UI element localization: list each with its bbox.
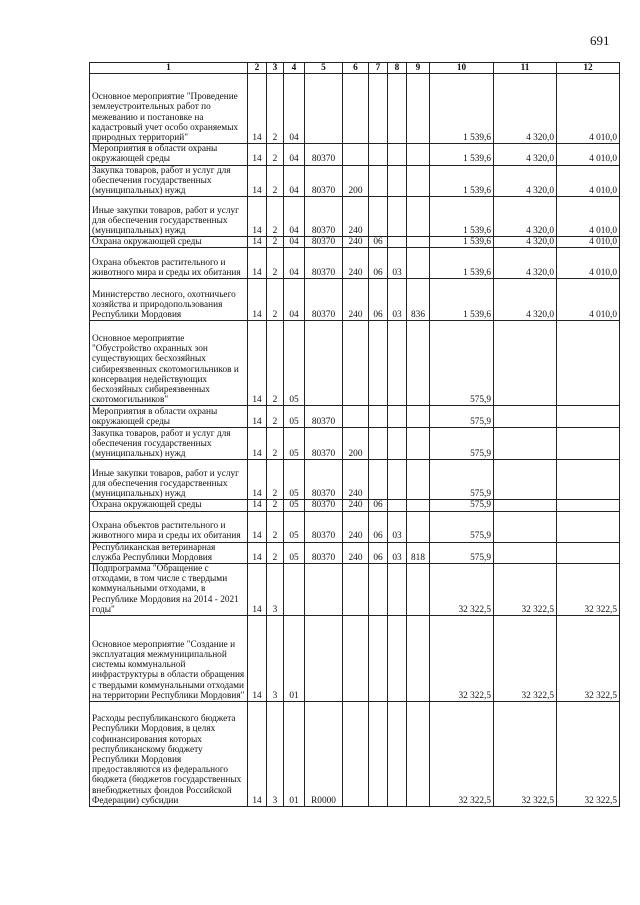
column-header: 8	[388, 63, 407, 74]
row-description: Основное мероприятие "Проведение землеустроительных работ по межеванию и постановке на кадастровый учет особо охраняемых природных территорий"	[90, 74, 248, 144]
amount-col-12	[557, 460, 620, 500]
row-description: Иные закупки товаров, работ и услуг для обеспечения государственных (муниципальных) нужд	[90, 460, 248, 500]
code-col-4: 05	[284, 511, 305, 542]
amount-col-12	[557, 321, 620, 406]
table-row	[90, 406, 620, 428]
code-col-9	[407, 406, 430, 428]
code-col-2: 14	[248, 616, 267, 702]
code-col-6: 240	[343, 248, 369, 279]
table-row	[90, 511, 620, 542]
amount-col-11: 32 322,5	[494, 616, 557, 702]
code-col-9	[407, 248, 430, 279]
table-row	[90, 321, 620, 406]
code-col-3: 2	[267, 500, 284, 511]
table-row	[90, 500, 620, 511]
amount-col-12	[557, 542, 620, 563]
code-col-3: 2	[267, 279, 284, 321]
code-col-5: 80370	[305, 500, 343, 511]
amount-col-12: 4 010,0	[557, 165, 620, 197]
code-col-2: 14	[248, 500, 267, 511]
amount-col-11: 4 320,0	[494, 237, 557, 248]
code-col-6: 200	[343, 428, 369, 460]
amount-col-12	[557, 511, 620, 542]
amount-col-11: 4 320,0	[494, 144, 557, 165]
code-col-8	[388, 197, 407, 237]
code-col-5	[305, 321, 343, 406]
code-col-4: 05	[284, 542, 305, 563]
amount-col-11	[494, 500, 557, 511]
code-col-3: 2	[267, 542, 284, 563]
code-col-7	[369, 616, 388, 702]
code-col-7	[369, 165, 388, 197]
row-description: Основное мероприятие "Создание и эксплуатация межмуниципальной системы коммунальной инфраструктуры в области обращения с твердыми коммунальными отходами на территории Республики Мордовия"	[90, 616, 248, 702]
code-col-7	[369, 702, 388, 807]
amount-col-11: 4 320,0	[494, 279, 557, 321]
code-col-6: 200	[343, 165, 369, 197]
code-col-8	[388, 460, 407, 500]
code-col-9	[407, 500, 430, 511]
code-col-4: 04	[284, 165, 305, 197]
row-description: Закупка товаров, работ и услуг для обеспечения государственных (муниципальных) нужд	[90, 428, 248, 460]
code-col-6: 240	[343, 542, 369, 563]
code-col-7: 06	[369, 248, 388, 279]
column-header: 2	[248, 63, 267, 74]
code-col-5: 80370	[305, 511, 343, 542]
amount-col-11	[494, 511, 557, 542]
column-header: 4	[284, 63, 305, 74]
code-col-5	[305, 74, 343, 144]
amount-col-11	[494, 542, 557, 563]
code-col-9: 836	[407, 279, 430, 321]
code-col-2: 14	[248, 144, 267, 165]
row-description: Республиканская ветеринарная служба Республики Мордовия	[90, 542, 248, 563]
amount-col-10: 575,9	[430, 321, 494, 406]
table-row	[90, 144, 620, 165]
code-col-5: 80370	[305, 406, 343, 428]
code-col-9	[407, 321, 430, 406]
code-col-2: 14	[248, 460, 267, 500]
code-col-8: 03	[388, 542, 407, 563]
code-col-6: 240	[343, 197, 369, 237]
amount-col-11: 4 320,0	[494, 165, 557, 197]
column-header: 6	[343, 63, 369, 74]
amount-col-12: 32 322,5	[557, 616, 620, 702]
code-col-5: 80370	[305, 542, 343, 563]
amount-col-12: 32 322,5	[557, 702, 620, 807]
amount-col-11: 32 322,5	[494, 702, 557, 807]
code-col-7	[369, 564, 388, 616]
code-col-4: 05	[284, 500, 305, 511]
amount-col-10: 32 322,5	[430, 616, 494, 702]
code-col-8	[388, 406, 407, 428]
code-col-8	[388, 321, 407, 406]
amount-col-12	[557, 428, 620, 460]
amount-col-12	[557, 500, 620, 511]
code-col-2: 14	[248, 237, 267, 248]
amount-col-12: 4 010,0	[557, 237, 620, 248]
row-description: Мероприятия в области охраны окружающей среды	[90, 406, 248, 428]
amount-col-11: 32 322,5	[494, 564, 557, 616]
code-col-3: 2	[267, 321, 284, 406]
code-col-2: 14	[248, 428, 267, 460]
amount-col-12: 4 010,0	[557, 144, 620, 165]
code-col-9	[407, 237, 430, 248]
code-col-4	[284, 564, 305, 616]
amount-col-10: 575,9	[430, 460, 494, 500]
code-col-8: 03	[388, 511, 407, 542]
code-col-4: 04	[284, 197, 305, 237]
code-col-5: 80370	[305, 197, 343, 237]
amount-col-10: 575,9	[430, 500, 494, 511]
amount-col-11: 4 320,0	[494, 248, 557, 279]
row-description: Подпрограмма "Обращение с отходами, в том числе с твердыми коммунальными отходами, в Республике Мордовия на 2014 - 2021 годы"	[90, 564, 248, 616]
code-col-6	[343, 406, 369, 428]
code-col-2: 14	[248, 248, 267, 279]
code-col-3: 2	[267, 74, 284, 144]
code-col-3: 2	[267, 144, 284, 165]
code-col-2: 14	[248, 542, 267, 563]
code-col-5: 80370	[305, 460, 343, 500]
amount-col-10: 575,9	[430, 406, 494, 428]
code-col-3: 3	[267, 702, 284, 807]
code-col-4: 05	[284, 321, 305, 406]
code-col-6	[343, 564, 369, 616]
code-col-6	[343, 144, 369, 165]
code-col-5	[305, 616, 343, 702]
table-row	[90, 460, 620, 500]
row-description: Министерство лесного, охотничьего хозяйства и природопользования Республики Мордовия	[90, 279, 248, 321]
code-col-4: 01	[284, 616, 305, 702]
code-col-8	[388, 702, 407, 807]
code-col-7: 06	[369, 279, 388, 321]
code-col-8: 03	[388, 279, 407, 321]
table-row	[90, 564, 620, 616]
code-col-5	[305, 564, 343, 616]
column-header: 10	[430, 63, 494, 74]
code-col-7	[369, 428, 388, 460]
code-col-8	[388, 564, 407, 616]
code-col-8	[388, 74, 407, 144]
amount-col-10: 1 539,6	[430, 279, 494, 321]
amount-col-12: 4 010,0	[557, 248, 620, 279]
amount-col-10: 1 539,6	[430, 237, 494, 248]
table-row	[90, 542, 620, 563]
code-col-7: 06	[369, 237, 388, 248]
amount-col-12: 4 010,0	[557, 74, 620, 144]
code-col-4: 04	[284, 279, 305, 321]
code-col-6: 240	[343, 237, 369, 248]
code-col-5: 80370	[305, 237, 343, 248]
code-col-5: 80370	[305, 248, 343, 279]
code-col-7: 06	[369, 542, 388, 563]
table-row	[90, 702, 620, 807]
code-col-9	[407, 616, 430, 702]
row-description: Мероприятия в области охраны окружающей среды	[90, 144, 248, 165]
code-col-7	[369, 197, 388, 237]
code-col-5: R0000	[305, 702, 343, 807]
code-col-2: 14	[248, 74, 267, 144]
code-col-6	[343, 702, 369, 807]
code-col-6: 240	[343, 511, 369, 542]
code-col-2: 14	[248, 321, 267, 406]
table-row	[90, 237, 620, 248]
amount-col-12	[557, 406, 620, 428]
code-col-6	[343, 321, 369, 406]
row-description: Расходы республиканского бюджета Республики Мордовия, в целях софинансирования которых республиканскому бюджету Республики Мордовия предоставляются из федерального бюджета (бюджетов государственных внебюджетных фондов Российской Федерации) субсидии	[90, 702, 248, 807]
amount-col-12: 4 010,0	[557, 197, 620, 237]
amount-col-12: 32 322,5	[557, 564, 620, 616]
code-col-4: 05	[284, 460, 305, 500]
code-col-2: 14	[248, 702, 267, 807]
row-description: Охрана окружающей среды	[90, 500, 248, 511]
code-col-8	[388, 144, 407, 165]
code-col-5: 80370	[305, 428, 343, 460]
code-col-2: 14	[248, 165, 267, 197]
row-description: Охрана окружающей среды	[90, 237, 248, 248]
amount-col-10: 1 539,6	[430, 165, 494, 197]
row-description: Основное мероприятие "Обустройство охранных зон существующих бесхозяйных сибиреязвенных скотомогильников и консервация недействующих бесхозяйных сибиреязвенных скотомогильников"	[90, 321, 248, 406]
amount-col-11	[494, 406, 557, 428]
amount-col-10: 575,9	[430, 428, 494, 460]
table-row	[90, 616, 620, 702]
code-col-2: 14	[248, 197, 267, 237]
amount-col-11: 4 320,0	[494, 197, 557, 237]
code-col-5: 80370	[305, 279, 343, 321]
table-row	[90, 197, 620, 237]
code-col-3: 2	[267, 511, 284, 542]
code-col-3: 2	[267, 406, 284, 428]
code-col-4: 05	[284, 406, 305, 428]
code-col-6: 240	[343, 460, 369, 500]
code-col-7	[369, 74, 388, 144]
code-col-9	[407, 197, 430, 237]
code-col-8	[388, 237, 407, 248]
code-col-2: 14	[248, 406, 267, 428]
amount-col-10: 1 539,6	[430, 74, 494, 144]
code-col-3: 2	[267, 428, 284, 460]
amount-col-11	[494, 428, 557, 460]
amount-col-10: 575,9	[430, 542, 494, 563]
code-col-7	[369, 144, 388, 165]
code-col-2: 14	[248, 511, 267, 542]
code-col-9	[407, 428, 430, 460]
table-row	[90, 428, 620, 460]
code-col-7	[369, 406, 388, 428]
column-header: 12	[557, 63, 620, 74]
code-col-3: 2	[267, 165, 284, 197]
amount-col-12: 4 010,0	[557, 279, 620, 321]
code-col-3: 2	[267, 197, 284, 237]
code-col-7: 06	[369, 511, 388, 542]
column-header: 5	[305, 63, 343, 74]
code-col-9	[407, 511, 430, 542]
code-col-9	[407, 460, 430, 500]
table-row	[90, 279, 620, 321]
code-col-7	[369, 460, 388, 500]
code-col-3: 2	[267, 248, 284, 279]
code-col-6	[343, 616, 369, 702]
code-col-7: 06	[369, 500, 388, 511]
code-col-9	[407, 144, 430, 165]
row-description: Иные закупки товаров, работ и услуг для обеспечения государственных (муниципальных) нужд	[90, 197, 248, 237]
budget-table	[89, 62, 620, 807]
code-col-5: 80370	[305, 144, 343, 165]
table-row	[90, 74, 620, 144]
code-col-8	[388, 616, 407, 702]
amount-col-11	[494, 460, 557, 500]
column-header: 11	[494, 63, 557, 74]
code-col-2: 14	[248, 279, 267, 321]
code-col-6: 240	[343, 500, 369, 511]
code-col-3: 3	[267, 564, 284, 616]
amount-col-10: 1 539,6	[430, 248, 494, 279]
amount-col-11	[494, 321, 557, 406]
code-col-8	[388, 500, 407, 511]
amount-col-11: 4 320,0	[494, 74, 557, 144]
code-col-9	[407, 702, 430, 807]
row-description: Охрана объектов растительного и животного мира и среды их обитания	[90, 248, 248, 279]
amount-col-10: 1 539,6	[430, 197, 494, 237]
code-col-8: 03	[388, 248, 407, 279]
code-col-6: 240	[343, 279, 369, 321]
row-description: Охрана объектов растительного и животного мира и среды их обитания	[90, 511, 248, 542]
code-col-7	[369, 321, 388, 406]
code-col-5: 80370	[305, 165, 343, 197]
code-col-9	[407, 564, 430, 616]
code-col-4: 05	[284, 428, 305, 460]
column-header: 3	[267, 63, 284, 74]
table-row	[90, 165, 620, 197]
page-number: 691	[590, 33, 610, 48]
amount-col-10: 32 322,5	[430, 702, 494, 807]
code-col-2: 14	[248, 564, 267, 616]
code-col-8	[388, 165, 407, 197]
code-col-3: 3	[267, 616, 284, 702]
code-col-6	[343, 74, 369, 144]
code-col-8	[388, 428, 407, 460]
code-col-9: 818	[407, 542, 430, 563]
row-description: Закупка товаров, работ и услуг для обеспечения государственных (муниципальных) нужд	[90, 165, 248, 197]
code-col-3: 2	[267, 460, 284, 500]
code-col-9	[407, 165, 430, 197]
amount-col-10: 1 539,6	[430, 144, 494, 165]
column-header: 7	[369, 63, 388, 74]
code-col-4: 04	[284, 248, 305, 279]
code-col-4: 01	[284, 702, 305, 807]
code-col-9	[407, 74, 430, 144]
code-col-4: 04	[284, 237, 305, 248]
code-col-4: 04	[284, 144, 305, 165]
header-row	[90, 63, 620, 74]
column-header: 1	[90, 63, 248, 74]
code-col-3: 2	[267, 237, 284, 248]
amount-col-10: 575,9	[430, 511, 494, 542]
code-col-4: 04	[284, 74, 305, 144]
table-row	[90, 248, 620, 279]
column-header: 9	[407, 63, 430, 74]
amount-col-10: 32 322,5	[430, 564, 494, 616]
